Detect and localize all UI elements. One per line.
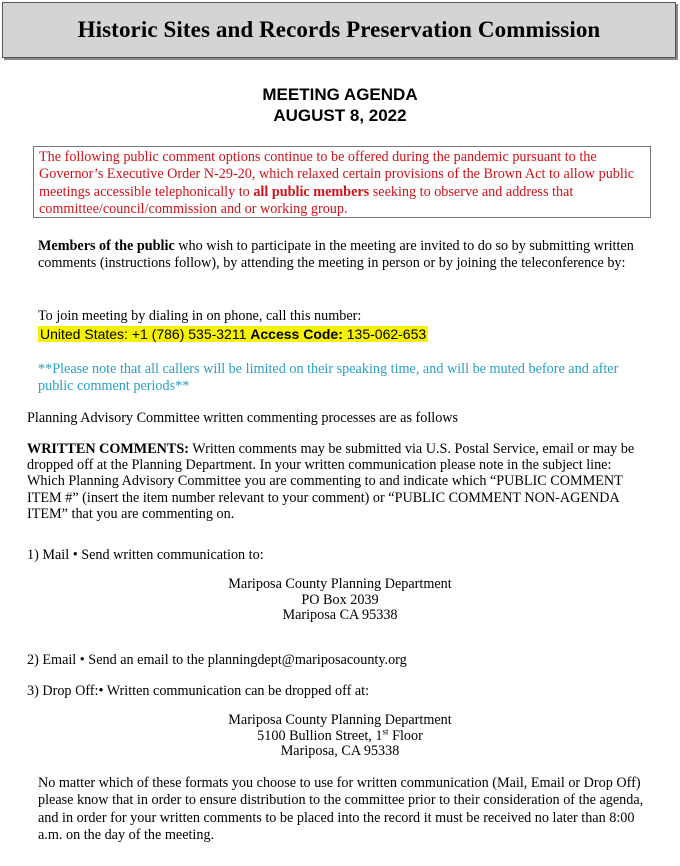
email-option: 2) Email • Send an email to the planningdept@mariposacounty.org [27,652,407,668]
dropoff-floor-sup: st [382,725,389,736]
commission-title: Historic Sites and Records Preservation Commission [77,17,601,42]
dropoff-street: 5100 Bullion Street, 1 [257,727,383,744]
agenda-title: MEETING AGENDA [262,85,418,104]
access-code: 135-062-653 [346,326,427,342]
members-bold: Members of the public [38,238,175,254]
closing-paragraph: No matter which of these formats you choose to use for written communication (Mail, Email or Drop Off) please know that in order to ensure distribution to the committee prior to their consideration of the agenda, and in order for your written comments to be placed into the record it must be received no later than 8:00 a.m. on the day of the meeting. [38,775,644,843]
mail-address [0,577,680,624]
page-header [2,2,676,58]
dropoff-address [0,713,680,760]
dropoff-address-line2 [0,725,680,745]
written-comments-paragraph [27,441,647,522]
written-comments-label: WRITTEN COMMENTS: [27,441,189,457]
members-paragraph [38,238,644,273]
phone-number: United States: +1 (786) 535-3211 [40,326,247,342]
mail-option: 1) Mail • Send written communication to: [27,547,264,563]
dropoff-address-line1: Mariposa County Planning Department [228,712,452,728]
written-comments-text: Written comments may be submitted via U.S. Postal Service, email or may be dropped off at the Planning Department. In your written communication please note in the subject line: Which Planning Advisory Committee you are commenting to and indicate which “PUBLIC COMMENT ITEM #” (insert the item number relevant to your comment) or “PUBLIC COMMENT NON-AGENDA ITEM” that you are commenting on. [27,441,635,522]
callers-note: **Please note that all callers will be limited on their speaking time, and will be muted before and after public comment periods** [38,361,619,395]
phone-line [38,325,644,345]
dropoff-floor: Floor [388,727,423,744]
agenda-date: AUGUST 8, 2022 [273,106,407,125]
notice-text-start: The following public comment options continue to be offered during the pandemic pursuant to the Governor’s Executive Order N-29-20, which relaxed certain provisions of the Brown Act to allow public meetings accessible telephonically to [39,149,635,200]
notice-bold: all public members [253,183,370,200]
dropoff-option: 3) Drop Off:• Written communication can be dropped off at: [27,683,370,699]
phone-highlight [38,326,428,342]
dropoff-address-line3: Mariposa, CA 95338 [280,743,400,759]
process-intro: Planning Advisory Committee written commenting processes are as follows [27,410,459,426]
access-code-label: Access Code: [250,326,343,342]
notice-text-end: seeking to observe and address that committee/council/commission and or working group. [39,183,574,217]
phone-intro: To join meeting by dialing in on phone, call this number: [38,308,362,324]
mail-address-line2: PO Box 2039 [301,591,379,608]
mail-address-line3: Mariposa CA 95338 [282,607,398,623]
members-text: who wish to participate in the meeting are invited to do so by submitting written comments (instructions follow), by attending the meeting in person or by joining the teleconference by: [38,238,634,272]
public-comment-notice [33,146,651,218]
mail-address-line1: Mariposa County Planning Department [228,576,452,592]
